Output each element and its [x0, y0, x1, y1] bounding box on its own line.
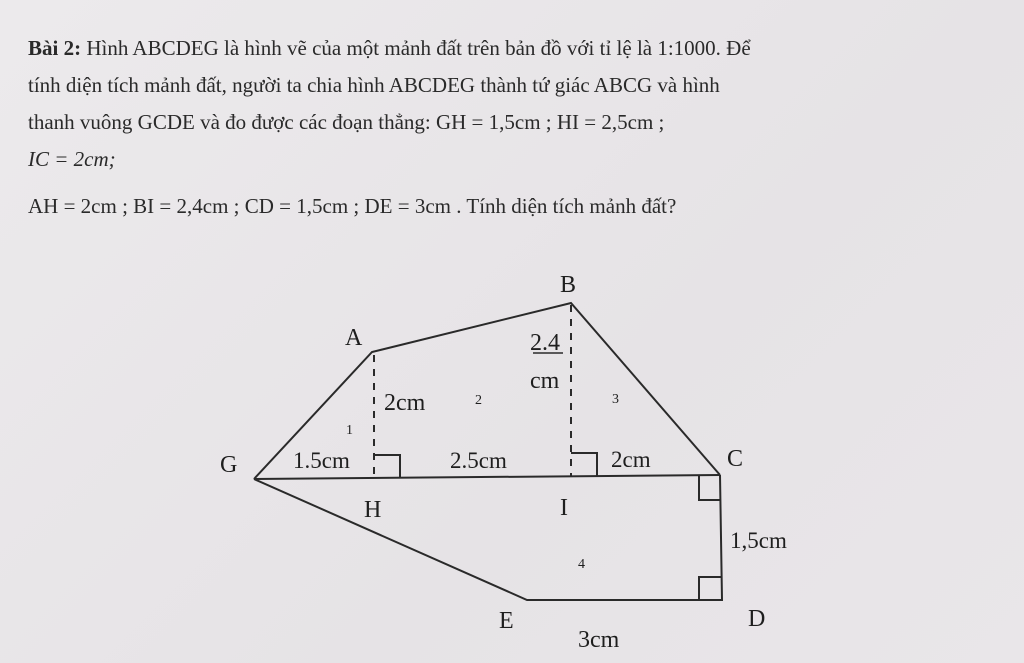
region-number-1: 1 — [346, 423, 353, 438]
point-label-h: H — [364, 497, 382, 523]
measure-ah: 2cm — [384, 390, 426, 416]
problem-line-2: tính diện tích mảnh đất, người ta chia hình ABCDEG thành tứ giác ABCG và hình — [28, 73, 720, 97]
measure-de: 3cm — [578, 627, 620, 653]
right-angle-d — [699, 577, 722, 600]
problem-line-3: thanh vuông GCDE và đo được các đoạn thẳng: GH = 1,5cm ; HI = 2,5cm ; — [28, 110, 665, 134]
outline-c-d-e-g — [254, 475, 722, 600]
point-label-a: A — [345, 325, 363, 351]
measure-bi-top: 2.4 — [530, 330, 560, 356]
region-number-2: 2 — [475, 393, 482, 408]
right-angle-h — [374, 455, 400, 477]
point-label-i: I — [560, 495, 568, 521]
region-number-3: 3 — [612, 392, 619, 407]
problem-line-4: IC = 2cm; — [28, 147, 116, 171]
measure-hi: 2.5cm — [450, 448, 507, 473]
measure-cd: 1,5cm — [730, 528, 787, 553]
measure-bi-bottom: cm — [530, 368, 560, 394]
point-label-c: C — [727, 446, 744, 472]
problem-label: Bài 2: — [28, 36, 82, 60]
right-angle-c — [699, 476, 720, 500]
point-label-e: E — [499, 608, 514, 634]
measure-gh: 1.5cm — [293, 448, 350, 473]
problem-line-1: Bài 2: Hình ABCDEG là hình vẽ của một mảnh đất trên bản đồ với tỉ lệ là 1:1000. Để — [28, 36, 751, 60]
problem-line-5: AH = 2cm ; BI = 2,4cm ; CD = 1,5cm ; DE = 3cm . Tính diện tích mảnh đất? — [28, 194, 677, 218]
point-label-d: D — [748, 606, 766, 632]
segment-gc — [254, 475, 720, 479]
measure-ic: 2cm — [611, 447, 651, 472]
region-number-4: 4 — [578, 557, 585, 572]
point-label-g: G — [220, 452, 238, 478]
right-angle-i — [571, 453, 597, 476]
point-label-b: B — [560, 272, 577, 298]
